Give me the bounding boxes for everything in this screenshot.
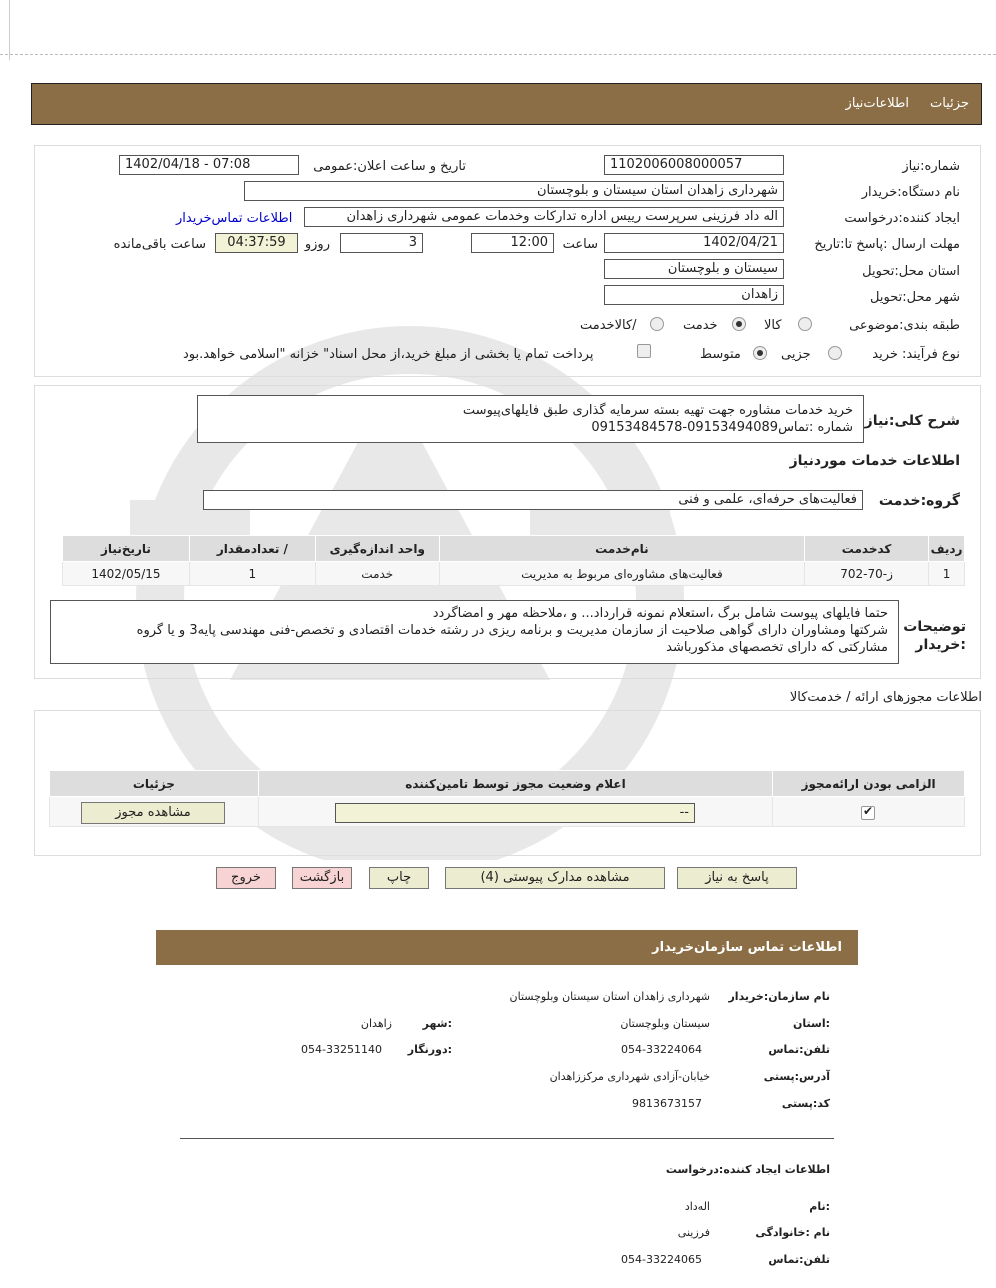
need-number-label: شماره:نیاز: [902, 159, 960, 174]
description-line-2: شماره :تماس09153494089-09153484578: [591, 420, 853, 435]
org-contact-header: [156, 930, 858, 965]
col-row: ردیف: [929, 536, 965, 562]
check-mark-icon: ✔: [863, 804, 874, 818]
time-label: ساعت: [562, 237, 598, 252]
org-divider: [180, 1138, 834, 1139]
services-table-header: [63, 536, 965, 562]
org-contact-title: اطلاعات تماس سازمان‌خریدار: [652, 940, 842, 955]
treasury-payment-note: پرداخت تمام یا بخشی از مبلغ خرید،از محل اسناد" خزانه "اسلامی خواهد.بود: [183, 347, 594, 362]
cell-qty: 1: [189, 562, 315, 586]
cell-name: فعالیت‌های مشاوره‌ای مربوط به مدیریت: [439, 562, 804, 586]
top-guide-line: [9, 0, 10, 60]
announce-label: تاریخ و ساعت اعلان:عمومی: [313, 159, 466, 174]
org-name-label: نام سازمان:خریدار: [728, 990, 830, 1003]
service-group-field: فعالیت‌های حرفه‌ای، علمی و فنی: [203, 490, 863, 510]
creator-field: اله داد فرزینی سرپرست رییس اداره تدارکات وخدمات عمومی شهرداری زاهدان: [304, 207, 784, 227]
process-medium-label: متوسط: [700, 347, 741, 362]
buyer-notes-line-2: شرکتها ومشاوران دارای گواهی صلاحیت از سازمان مدیریت و برنامه ریزی در رشته خدمات اقتصادی و تخصص-فنی مهندسی پایه3 و یا گروه: [136, 623, 888, 638]
requester-phone-label: تلفن:تماس: [768, 1253, 830, 1266]
reply-button[interactable]: پاسخ به نیاز: [677, 867, 797, 889]
org-name-value: شهرداری زاهدان استان سیستان وبلوچستان: [509, 990, 710, 1003]
requester-name-label: :نام: [809, 1200, 830, 1213]
org-address-value: خیابان-آزادی شهرداری مرکززاهدان: [549, 1070, 710, 1083]
print-button[interactable]: چاپ: [369, 867, 429, 889]
org-city-label: :شهر: [422, 1017, 452, 1030]
org-city-value: زاهدان: [360, 1017, 392, 1030]
category-both-label: /کالاخدمت: [580, 318, 637, 333]
services-table: [62, 535, 965, 586]
col-details: جزئیات: [50, 771, 259, 797]
deadline-label: مهلت ارسال :پاسخ تا:تاریخ: [814, 237, 960, 252]
requester-family-label: نام :خانوادگی: [755, 1226, 830, 1239]
creator-label: ایجاد کننده:درخواست: [844, 211, 960, 226]
org-fax-label: :دورنگار: [407, 1043, 452, 1056]
col-qty: / تعدادمقدار: [189, 536, 315, 562]
exit-button[interactable]: خروج: [216, 867, 276, 889]
category-label: طبقه بندی:موضوعی: [849, 318, 960, 333]
requester-phone-value: 054-33224065: [621, 1253, 702, 1266]
table-row: [63, 562, 965, 586]
services-title: اطلاعات خدمات موردنیاز: [789, 453, 960, 469]
permit-status-field: --: [335, 803, 695, 823]
col-name: نام‌خدمت: [439, 536, 804, 562]
header-title[interactable]: جزئیات: [930, 96, 969, 111]
view-permit-button[interactable]: مشاهده مجوز: [81, 802, 225, 824]
org-phone-value: 054-33224064: [621, 1043, 702, 1056]
org-fax-value: 054-33251140: [301, 1043, 382, 1056]
cell-row: 1: [929, 562, 965, 586]
city-field: زاهدان: [604, 285, 784, 305]
org-province-label: :استان: [793, 1017, 830, 1030]
org-address-label: آدرس:پستی: [763, 1070, 830, 1083]
category-goods-radio[interactable]: [798, 317, 812, 331]
description-line-1: خرید خدمات مشاوره جهت تهیه بسته سرمایه گذاری طبق فایلهای‌پیوست: [462, 403, 853, 418]
service-group-label: گروه:خدمت: [878, 493, 960, 509]
buyer-label: نام دستگاه:خریدار: [861, 185, 960, 200]
remaining-time-field: 04:37:59: [215, 233, 298, 253]
header-subtitle[interactable]: اطلاعات‌نیاز: [845, 96, 909, 111]
col-date: تاریخ‌نیاز: [63, 536, 190, 562]
need-info-panel: [34, 145, 981, 377]
remaining-label: ساعت باقی‌مانده: [113, 237, 206, 252]
col-required: الزامی بودن ارائه‌مجوز: [773, 771, 965, 797]
permit-required-checkbox[interactable]: [861, 806, 875, 820]
category-goods-label: کالا: [764, 318, 782, 333]
buyer-notes-label: توضیحات :خریدار: [903, 619, 966, 653]
days-label: روزو: [304, 237, 330, 252]
process-medium-radio[interactable]: [753, 346, 767, 360]
deadline-date-field: 1402/04/21: [604, 233, 784, 253]
treasury-payment-checkbox[interactable]: [637, 344, 651, 358]
category-service-radio[interactable]: [732, 317, 746, 331]
permits-table-header: [50, 771, 965, 797]
province-label: استان محل:تحویل: [862, 264, 960, 279]
buyer-notes-line-1: حتما فایلهای پیوست شامل برگ ،استعلام نمونه قرارداد... و ،ملاحظه مهر و امضاگردد: [432, 606, 888, 621]
announce-field: 1402/04/18 - 07:08: [119, 155, 299, 175]
city-label: شهر محل:تحویل: [870, 290, 960, 305]
cell-code: ز-70-702: [805, 562, 929, 586]
org-postal-value: 9813673157: [632, 1097, 702, 1110]
cell-date: 1402/05/15: [63, 562, 190, 586]
permits-title: اطلاعات مجوزهای ارائه / خدمت‌کالا: [789, 690, 982, 705]
col-status: اعلام وضعیت مجوز توسط تامین‌کننده: [258, 771, 772, 797]
org-postal-label: کد:پستی: [781, 1097, 830, 1110]
col-code: کدخدمت: [805, 536, 929, 562]
col-unit: واحد اندازه‌گیری: [315, 536, 439, 562]
process-minor-label: جزیی: [781, 347, 811, 362]
requester-title: اطلاعات ایجاد کننده:درخواست: [665, 1163, 830, 1176]
description-box: [197, 395, 864, 443]
attachments-button[interactable]: مشاهده مدارک پیوستی (4): [445, 867, 665, 889]
process-label: نوع فرآیند: خرید: [872, 347, 960, 362]
back-button[interactable]: بازگشت: [292, 867, 352, 889]
requester-family-value: فرزینی: [677, 1226, 710, 1239]
buyer-contact-link[interactable]: اطلاعات تماس‌خریدار: [176, 211, 293, 226]
buyer-notes-box: [50, 600, 899, 664]
org-phone-label: تلفن:تماس: [768, 1043, 830, 1056]
buyer-field: شهرداری زاهدان استان سیستان و بلوچستان: [244, 181, 784, 201]
category-service-label: خدمت: [683, 318, 718, 333]
category-both-radio[interactable]: [650, 317, 664, 331]
process-minor-radio[interactable]: [828, 346, 842, 360]
page-header: [31, 83, 982, 125]
province-field: سیستان و بلوچستان: [604, 259, 784, 279]
buyer-notes-line-3: مشارکتی که دارای تخصصهای مذکورباشد: [666, 640, 888, 655]
org-province-value: سیستان وبلوچستان: [620, 1017, 710, 1030]
deadline-time-field: 12:00: [471, 233, 554, 253]
cell-unit: خدمت: [315, 562, 439, 586]
requester-name-value: اله‌داد: [684, 1200, 710, 1213]
days-field: 3: [340, 233, 423, 253]
top-divider: [0, 54, 996, 55]
description-label: شرح کلی:نیاز: [864, 413, 960, 429]
need-number-field: 1102006008000057: [604, 155, 784, 175]
